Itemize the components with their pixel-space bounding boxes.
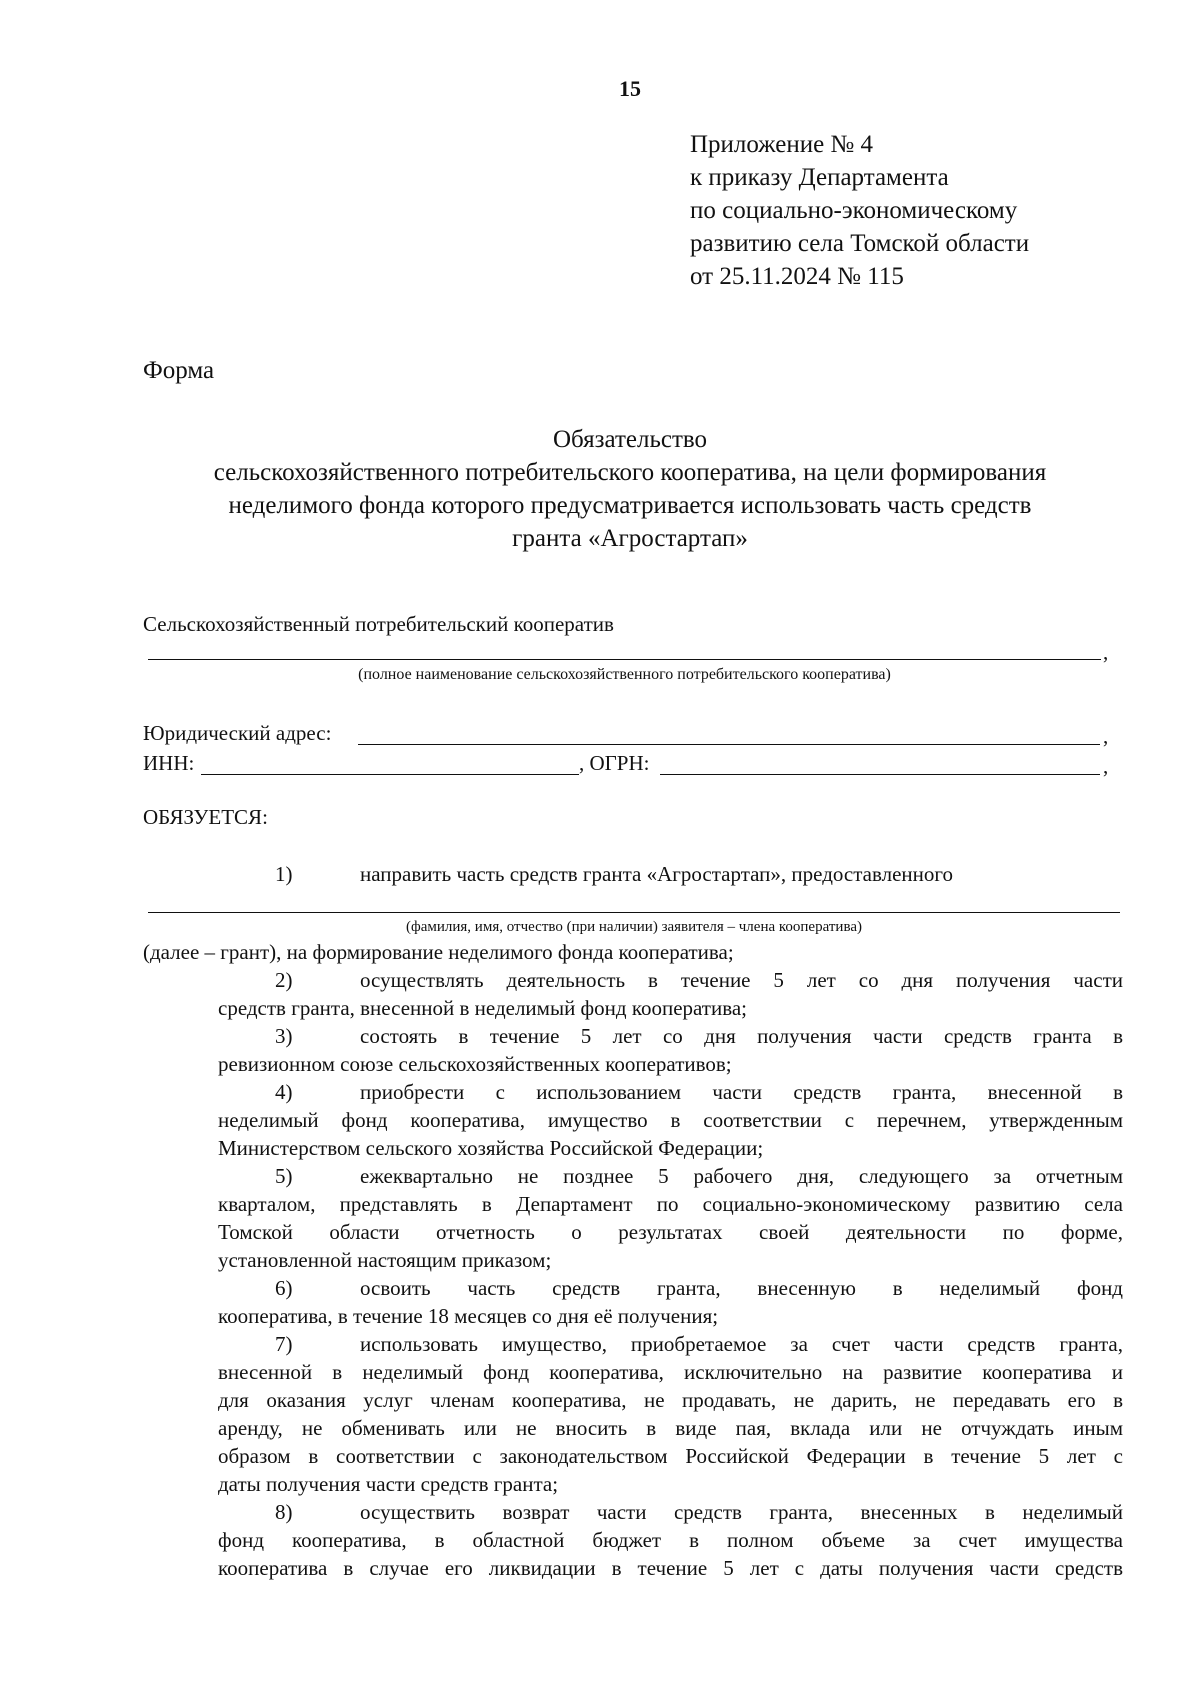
item-text: установленной настоящим приказом; — [218, 1248, 552, 1272]
item-6 — [218, 1274, 1123, 1330]
item-number: 8) — [275, 1500, 293, 1524]
item-text: использовать имущество, приобретаемое за счет части средств гранта, — [360, 1332, 1123, 1356]
title-line: Обязательство — [552, 426, 708, 453]
item-text: кооператива в случае его ликвидации в течение 5 лет с даты получения части средств — [218, 1556, 1123, 1580]
coop-label: Сельскохозяйственный потребительский кооператив — [143, 612, 614, 636]
item-1-continuation: (далее – грант), на формирование неделимого фонда кооператива; — [143, 940, 734, 964]
inn-field[interactable] — [201, 774, 579, 775]
item-text: ревизионном союзе сельскохозяйственных кооперативов; — [218, 1052, 732, 1076]
form-label: Форма — [143, 357, 215, 384]
applicant-name-field[interactable] — [148, 912, 1120, 913]
item-text: образом в соответствии с законодательством Российской Федерации в течение 5 лет с — [218, 1444, 1123, 1468]
item-number: 2) — [275, 968, 293, 992]
item-5 — [218, 1162, 1123, 1274]
ogrn-label: , ОГРН: — [579, 751, 650, 775]
legal-address-field[interactable] — [358, 744, 1100, 745]
comma: , — [1103, 754, 1109, 778]
item-number: 4) — [275, 1080, 293, 1104]
item-8 — [218, 1498, 1123, 1582]
inn-label: ИНН: — [143, 751, 195, 775]
item-text: аренду, не обменивать или не вносить в виде пая, вклада или не отчуждать иным — [218, 1416, 1123, 1440]
coop-name-caption: (полное наименование сельскохозяйственного потребительского кооператива) — [358, 666, 891, 683]
appendix-line: по социально-экономическому — [690, 197, 1018, 224]
item-text: кооператива, в течение 18 месяцев со дня её получения; — [218, 1304, 719, 1328]
item-text: ежеквартально не позднее 5 рабочего дня, следующего за отчетным — [360, 1164, 1123, 1188]
title-line: гранта «Агростартап» — [512, 525, 748, 552]
applicant-name-caption: (фамилия, имя, отчество (при наличии) заявителя – члена кооператива) — [406, 919, 862, 935]
item-text: кварталом, представлять в Департамент по социально-экономическому развитию села — [218, 1192, 1123, 1216]
item-number: 6) — [275, 1276, 293, 1300]
appendix-block — [690, 128, 1029, 293]
title-line: неделимого фонда которого предусматривается использовать часть средств — [228, 492, 1032, 519]
document-title — [100, 423, 1160, 555]
legal-address-label: Юридический адрес: — [143, 721, 332, 745]
item-number: 3) — [275, 1024, 293, 1048]
item-4 — [218, 1078, 1123, 1162]
item-2 — [218, 966, 1123, 1022]
appendix-line: Приложение № 4 — [690, 131, 874, 158]
item-text: приобрести с использованием части средств гранта, внесенной в — [360, 1080, 1123, 1104]
item-text: фонд кооператива, в областной бюджет в полном объеме за счет имущества — [218, 1528, 1123, 1552]
coop-name-field[interactable] — [148, 659, 1101, 660]
item-text: даты получения части средств гранта; — [218, 1472, 559, 1496]
item-3 — [218, 1022, 1123, 1078]
item-1-text: направить часть средств гранта «Агростартап», предоставленного — [360, 862, 953, 886]
item-number: 7) — [275, 1332, 293, 1356]
item-text: неделимый фонд кооператива, имущество в соответствии с перечнем, утвержденным — [218, 1108, 1123, 1132]
appendix-line: развитию села Томской области — [690, 230, 1030, 257]
comma: , — [1103, 640, 1109, 664]
ogrn-field[interactable] — [660, 774, 1100, 775]
page-number: 15 — [619, 76, 641, 101]
item-text: состоять в течение 5 лет со дня получения части средств гранта в — [360, 1024, 1123, 1048]
comma: , — [1103, 724, 1109, 748]
item-text: Томской области отчетность о результатах своей деятельности по форме, — [218, 1220, 1123, 1244]
item-1-number: 1) — [275, 862, 293, 886]
appendix-line: к приказу Департамента — [690, 164, 949, 191]
item-text: осуществлять деятельность в течение 5 лет со дня получения части — [360, 968, 1123, 992]
item-text: для оказания услуг членам кооператива, не продавать, не дарить, не передавать его в — [218, 1388, 1123, 1412]
title-line: сельскохозяйственного потребительского кооператива, на цели формирования — [213, 459, 1047, 486]
item-7 — [218, 1330, 1123, 1498]
item-text: средств гранта, внесенной в неделимый фонд кооператива; — [218, 996, 748, 1020]
appendix-line: от 25.11.2024 № 115 — [690, 263, 904, 290]
item-text: освоить часть средств гранта, внесенную в неделимый фонд — [360, 1276, 1123, 1300]
item-number: 5) — [275, 1164, 293, 1188]
item-text: внесенной в неделимый фонд кооператива, исключительно на развитие кооператива и — [218, 1360, 1123, 1384]
obligates-label: ОБЯЗУЕТСЯ: — [143, 805, 268, 829]
item-text: осуществить возврат части средств гранта, внесенных в неделимый — [360, 1500, 1123, 1524]
item-text: Министерством сельского хозяйства Российской Федерации; — [218, 1136, 764, 1160]
